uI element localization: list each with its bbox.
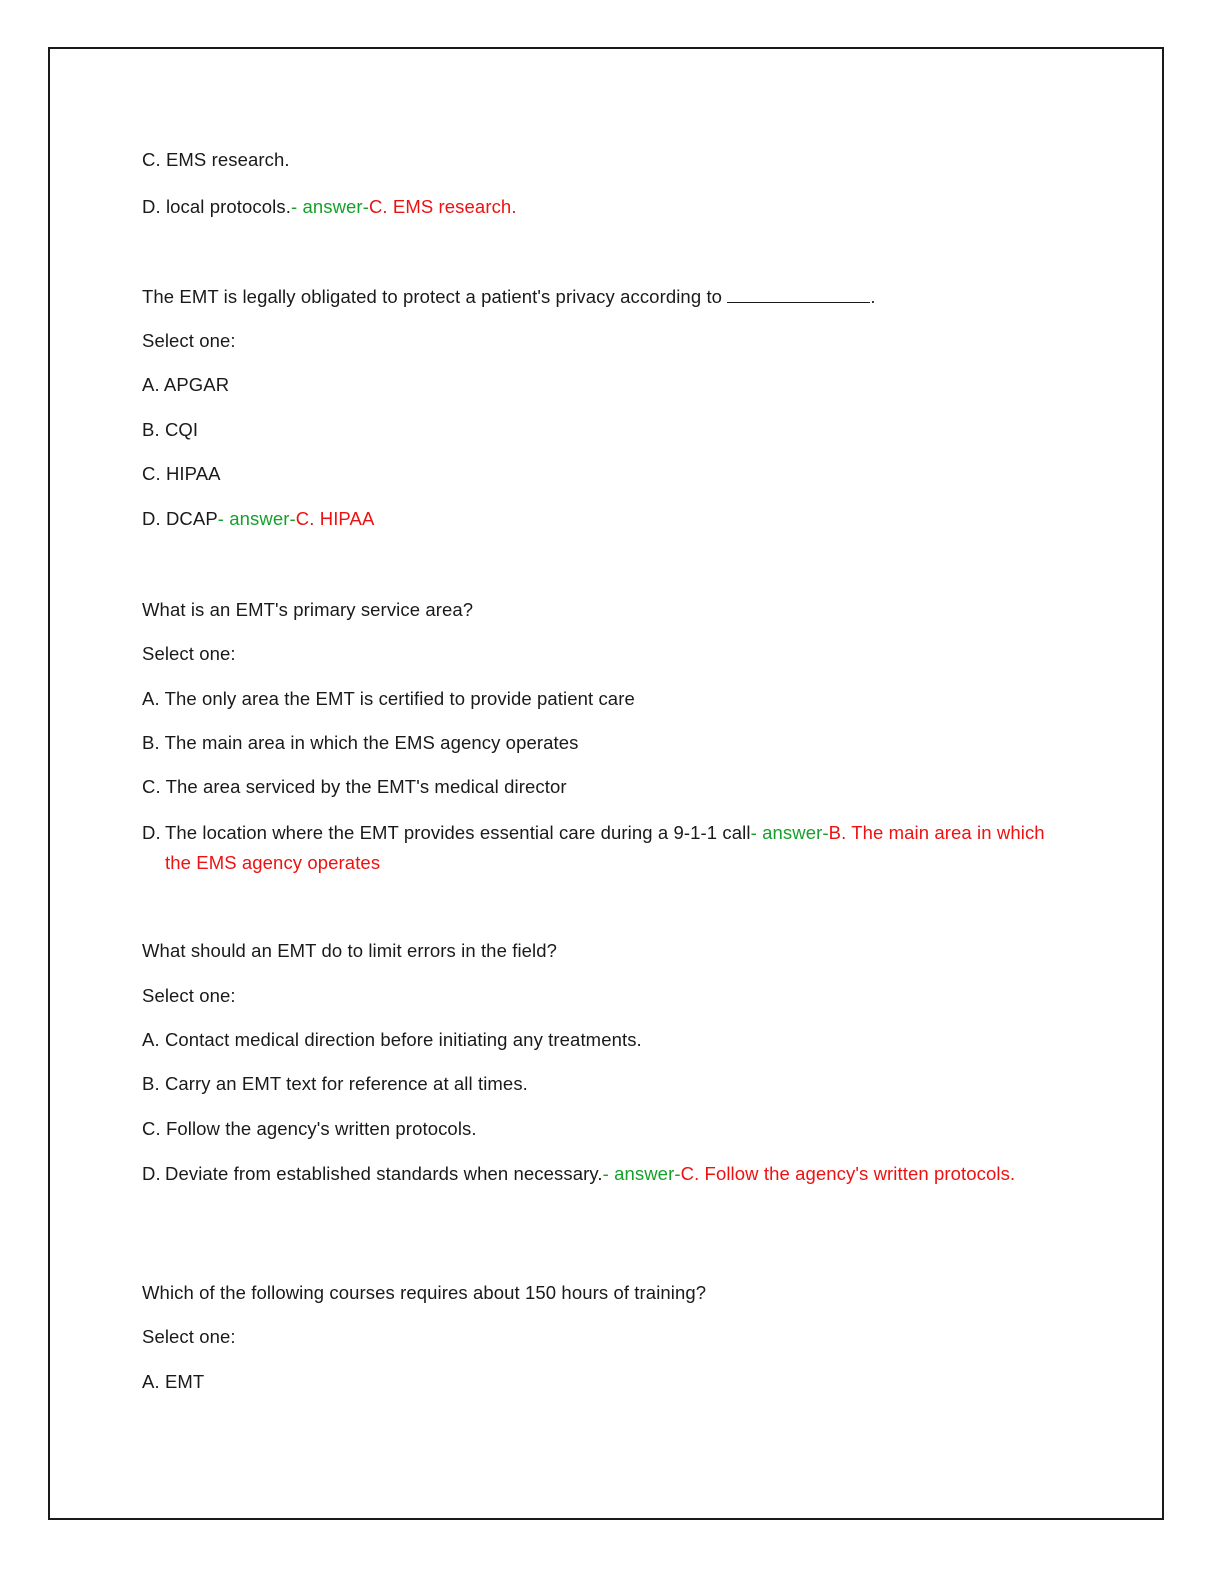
- question-2-prompt: What is an EMT's primary service area?: [142, 599, 474, 620]
- option-letter: D.: [142, 508, 161, 529]
- option-letter: B.: [142, 732, 160, 753]
- option-letter: B.: [142, 419, 160, 440]
- question-1-select-one: Select one:: [142, 330, 236, 351]
- option-text: The only area the EMT is certified to provide patient care: [164, 688, 635, 709]
- option-text: Deviate from established standards when necessary.: [165, 1163, 603, 1184]
- answer-label: answer: [229, 508, 290, 529]
- question-3-option-a: [142, 1028, 642, 1052]
- question-2-option-c: [142, 775, 567, 799]
- option-d-local-protocols: [142, 195, 517, 219]
- option-letter: D.: [142, 822, 161, 843]
- answer-prefix: -: [750, 822, 763, 843]
- question-text: The EMT is legally obligated to protect a patient's privacy according to: [142, 286, 728, 307]
- option-text: DCAP: [165, 508, 218, 529]
- option-text: Follow the agency's written protocols.: [165, 1118, 477, 1139]
- option-body: [165, 818, 1062, 878]
- question-3-option-b: [142, 1072, 528, 1096]
- option-text: Carry an EMT text for reference at all times.: [164, 1073, 528, 1094]
- option-text: The main area in which the EMS agency operates: [164, 732, 579, 753]
- answer-text: C. EMS research.: [368, 196, 517, 217]
- option-letter: B.: [142, 1073, 160, 1094]
- question-4-prompt: Which of the following courses requires about 150 hours of training?: [142, 1282, 707, 1303]
- option-text: C. EMS research.: [142, 149, 290, 170]
- option-letter: A.: [142, 374, 160, 395]
- answer-label: answer: [302, 196, 363, 217]
- option-text: Contact medical direction before initiating any treatments.: [164, 1029, 642, 1050]
- question-4-option-a: [142, 1370, 204, 1394]
- answer-text: B. The main area in which the EMS agency operates: [165, 822, 1045, 873]
- question-1-option-c: [142, 462, 221, 486]
- question-3-option-c: [142, 1117, 477, 1141]
- question-1-option-d: [142, 507, 374, 531]
- question-1-prompt: [142, 285, 876, 309]
- option-text: CQI: [164, 419, 199, 440]
- answer-text: C. Follow the agency's written protocols.: [680, 1163, 1016, 1184]
- question-suffix: .: [870, 286, 876, 307]
- option-text: APGAR: [163, 374, 230, 395]
- option-letter: C.: [142, 776, 161, 797]
- question-3-prompt: What should an EMT do to limit errors in the field?: [142, 940, 558, 961]
- option-text: HIPAA: [165, 463, 221, 484]
- fill-in-blank: [727, 287, 870, 303]
- option-letter: A.: [142, 1029, 160, 1050]
- answer-separator: -: [674, 1163, 681, 1184]
- answer-prefix: -: [602, 1163, 615, 1184]
- question-2-select-one: Select one:: [142, 643, 236, 664]
- answer-prefix: -: [217, 508, 230, 529]
- question-1-option-a: [142, 373, 229, 397]
- option-text: The area serviced by the EMT's medical director: [165, 776, 567, 797]
- question-2-option-b: [142, 731, 578, 755]
- option-text: The location where the EMT provides essential care during a 9-1-1 call: [165, 822, 751, 843]
- question-3-option-d: [142, 1162, 1062, 1189]
- answer-text: C. HIPAA: [295, 508, 375, 529]
- option-body: [165, 1159, 1062, 1189]
- question-4-select-one: Select one:: [142, 1326, 236, 1347]
- question-2-option-d: [142, 821, 1062, 878]
- question-3-select-one: Select one:: [142, 985, 236, 1006]
- option-letter: C.: [142, 463, 161, 484]
- option-letter: A.: [142, 688, 160, 709]
- option-text: EMT: [164, 1371, 205, 1392]
- answer-prefix: -: [290, 196, 303, 217]
- question-2-option-a: [142, 687, 635, 711]
- option-text: D. local protocols.: [142, 196, 291, 217]
- option-letter: A.: [142, 1371, 160, 1392]
- question-1-option-b: [142, 418, 198, 442]
- answer-label: answer: [614, 1163, 675, 1184]
- option-c-ems-research: [142, 148, 290, 172]
- answer-label: answer: [762, 822, 823, 843]
- option-letter: C.: [142, 1118, 161, 1139]
- option-letter: D.: [142, 1163, 161, 1184]
- answer-separator: -: [362, 196, 369, 217]
- answer-separator: -: [822, 822, 829, 843]
- answer-separator: -: [289, 508, 296, 529]
